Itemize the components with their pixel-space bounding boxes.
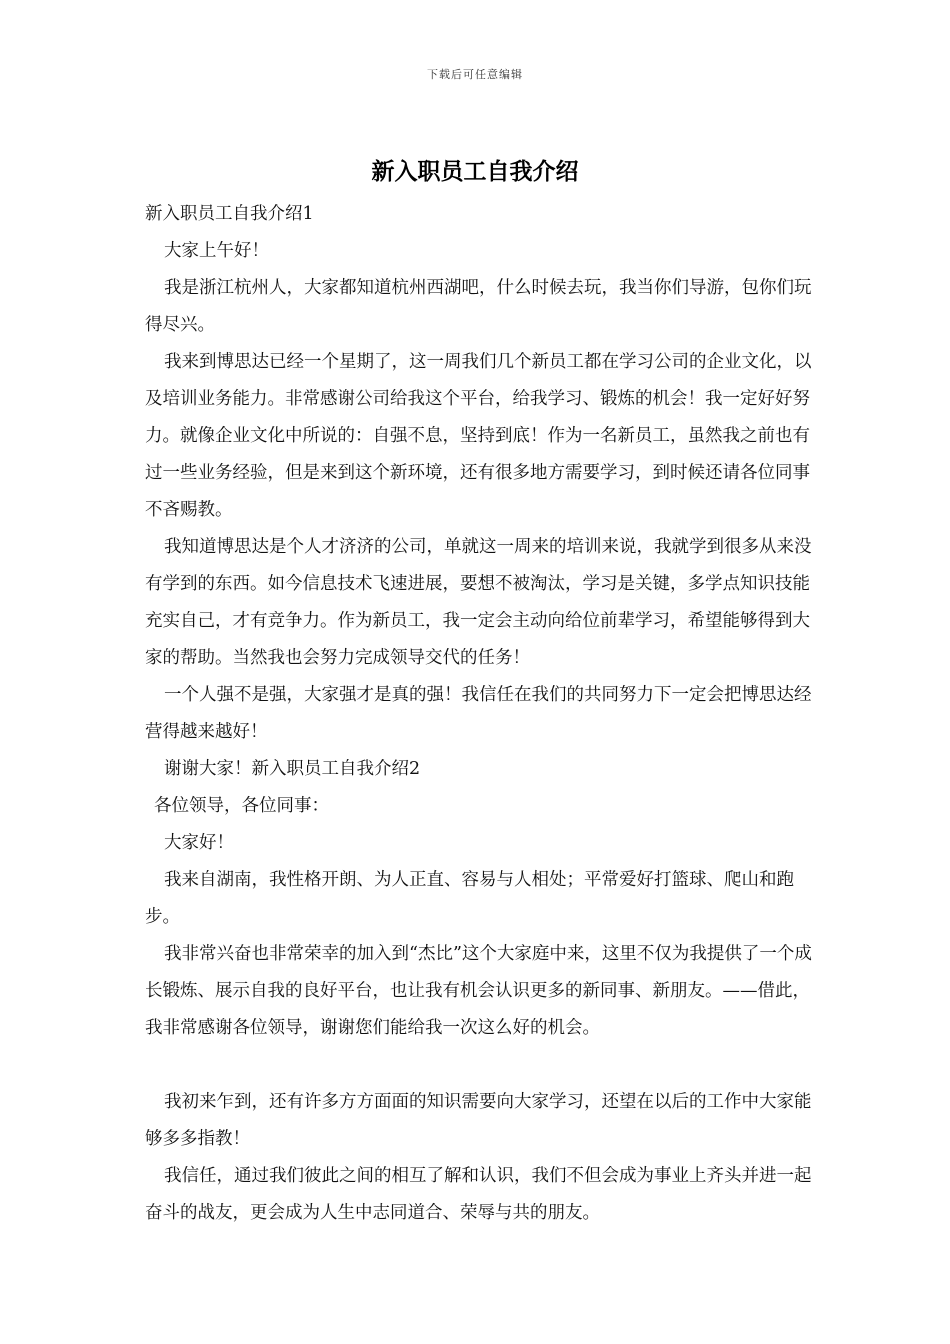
document-body xyxy=(145,196,823,1232)
section-heading-1: 新入职员工自我介绍1 xyxy=(145,204,314,224)
body-paragraph: 我知道博思达是个人才济济的公司，单就这一周来的培训来说，我就学到很多从来没有学到的东西。如今信息技术飞速进展，要想不被淘汰，学习是关键，多学点知识技能充实自己，才有竞争力。作为新员工，我一定会主动向给位前辈学习，希望能够得到大家的帮助。当然我也会努力完成领导交代的任务！ xyxy=(145,537,812,668)
body-paragraph: 我来到博思达已经一个星期了，这一周我们几个新员工都在学习公司的企业文化，以及培训业务能力。非常感谢公司给我这个平台，给我学习、锻炼的机会！我一定好好努力。就像企业文化中所说的：自强不息，坚持到底！作为一名新员工，虽然我之前也有过一些业务经验，但是来到这个新环境，还有很多地方需要学习，到时候还请各位同事不吝赐教。 xyxy=(145,352,812,520)
thanks-and-heading-2: 谢谢大家！新入职员工自我介绍2 xyxy=(164,759,421,779)
greeting-paragraph: 大家上午好！ xyxy=(164,241,269,261)
blank-line xyxy=(145,1047,823,1084)
body-paragraph: 我来自湖南，我性格开朗、为人正直、容易与人相处；平常爱好打篮球、爬山和跑步。 xyxy=(145,870,794,927)
body-paragraph: 我非常兴奋也非常荣幸的加入到“杰比”这个大家庭中来，这里不仅为我提供了一个成长锻炼、展示自我的良好平台，也让我有机会认识更多的新同事、新朋友。——借此，我非常感谢各位领导，谢谢您们能给我一次这么好的机会。 xyxy=(145,944,812,1038)
body-paragraph: 一个人强不是强，大家强才是真的强！我信任在我们的共同努力下一定会把博思达经营得越来越好！ xyxy=(145,685,812,742)
body-paragraph: 我是浙江杭州人，大家都知道杭州西湖吧，什么时候去玩，我当你们导游，包你们玩得尽兴。 xyxy=(145,278,812,335)
document-title: 新入职员工自我介绍 xyxy=(371,158,579,185)
header-note: 下载后可任意编辑 xyxy=(427,68,523,81)
greeting-paragraph: 大家好！ xyxy=(164,833,234,853)
body-paragraph: 我初来乍到，还有许多方方面面的知识需要向大家学习，还望在以后的工作中大家能够多多指教！ xyxy=(145,1092,812,1149)
body-paragraph: 我信任，通过我们彼此之间的相互了解和认识，我们不但会成为事业上齐头并进一起奋斗的战友，更会成为人生中志同道合、荣辱与共的朋友。 xyxy=(145,1166,812,1223)
salutation-paragraph: 各位领导，各位同事： xyxy=(154,796,329,816)
